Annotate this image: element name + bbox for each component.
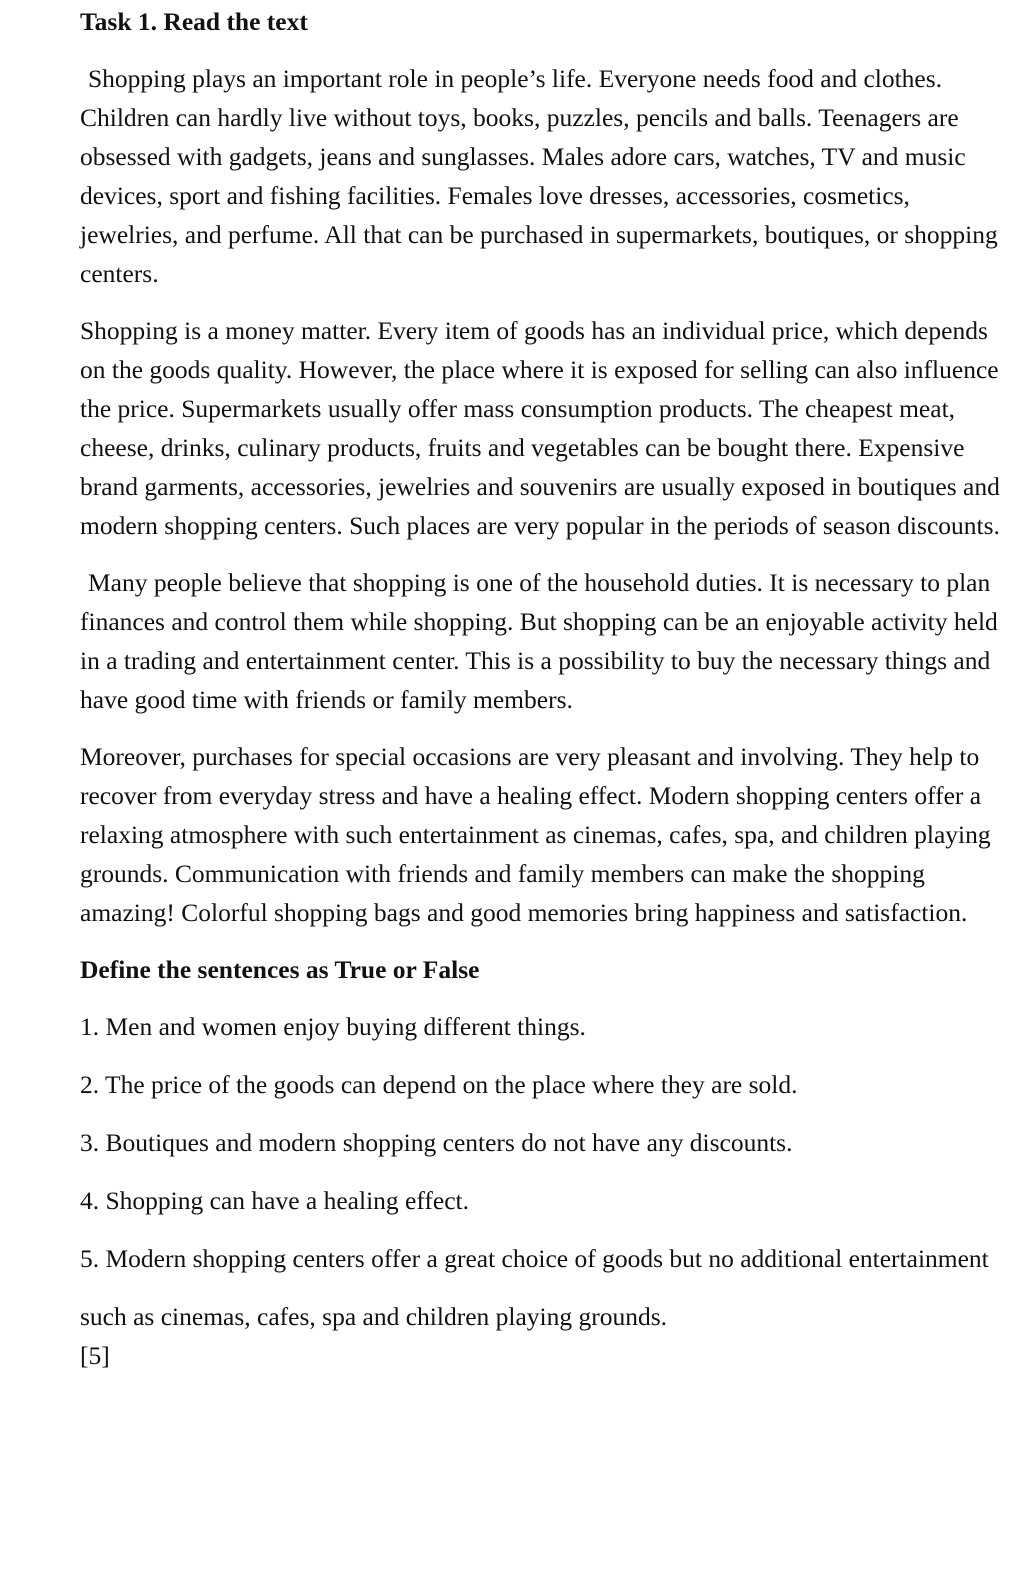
marks-label: [5] bbox=[80, 1341, 110, 1370]
reading-paragraph-4: Moreover, purchases for special occasions are very pleasant and involving. They help to recover from everyday stress and have a healing effect. Modern shopping centers offer a relaxing atmosphere with such entertainment as cinemas, cafes, spa, and children playing grounds. Communication with friends and family members can make the shopping amazing! Colorful shopping bags and good memories bring happiness and satisfaction. bbox=[80, 742, 991, 927]
task-title: Task 1. Read the text bbox=[80, 7, 308, 36]
question-1: 1. Men and women enjoy buying different things. bbox=[80, 1012, 586, 1041]
document-page bbox=[80, 0, 1000, 1375]
questions-heading: Define the sentences as True or False bbox=[80, 955, 480, 984]
reading-paragraph-3: Many people believe that shopping is one of the household duties. It is necessary to plan finances and control them while shopping. But shopping can be an enjoyable activity held in a trading and entertainment center. This is a possibility to buy the necessary things and have good time with friends or family members. bbox=[80, 568, 998, 714]
question-2: 2. The price of the goods can depend on the place where they are sold. bbox=[80, 1070, 798, 1099]
reading-paragraph-2: Shopping is a money matter. Every item of goods has an individual price, which depends on the goods quality. However, the place where it is exposed for selling can also influence the price. Supermarkets usually offer mass consumption products. The cheapest meat, cheese, drinks, culinary products, fruits and vegetables can be bought there. Expensive brand garments, accessories, jewelries and souvenirs are usually exposed in boutiques and modern shopping centers. Such places are very popular in the periods of season discounts. bbox=[80, 316, 1000, 540]
reading-paragraph-1: Shopping plays an important role in people’s life. Everyone needs food and clothes. Children can hardly live without toys, books, puzzles, pencils and balls. Teenagers are obsessed with gadgets, jeans and sunglasses. Males adore cars, watches, TV and music devices, sport and fishing facilities. Females love dresses, accessories, cosmetics, jewelries, and perfume. All that can be purchased in supermarkets, boutiques, or shopping centers. bbox=[80, 64, 998, 288]
question-3: 3. Boutiques and modern shopping centers do not have any discounts. bbox=[80, 1128, 793, 1157]
question-5-continuation: such as cinemas, cafes, spa and children playing grounds. bbox=[80, 1302, 668, 1331]
question-4: 4. Shopping can have a healing effect. bbox=[80, 1186, 469, 1215]
question-5: 5. Modern shopping centers offer a great choice of goods but no additional entertainment bbox=[80, 1244, 989, 1273]
